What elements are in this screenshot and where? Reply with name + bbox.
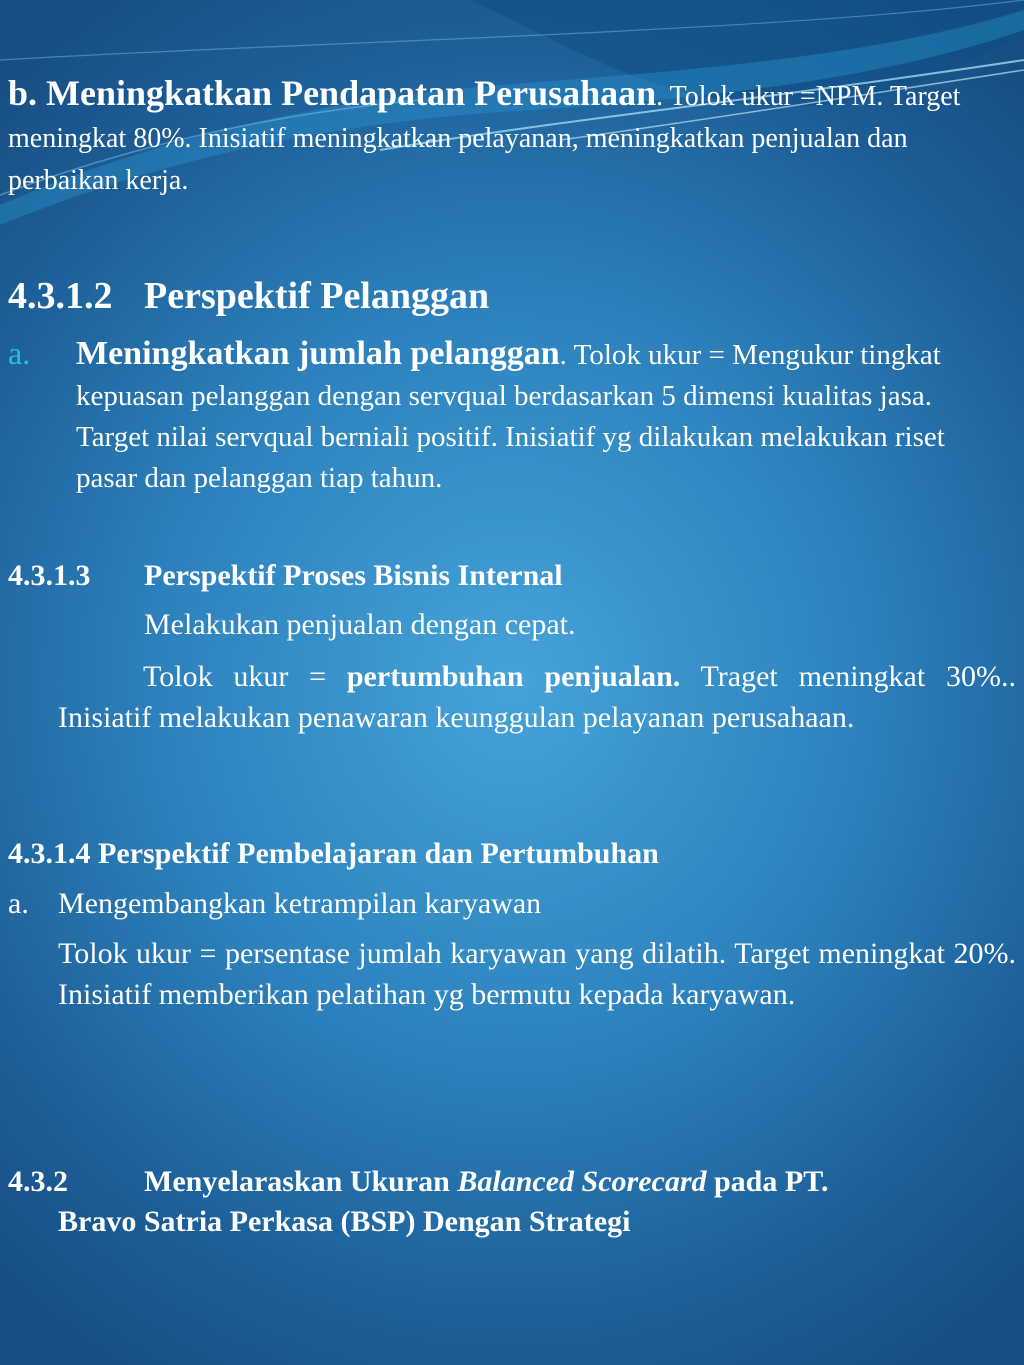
paragraph-bold-text: pertumbuhan penjualan. bbox=[346, 660, 681, 693]
heading-title: Perspektif Pelanggan bbox=[144, 275, 490, 317]
heading-number: 4.3.1.2 bbox=[8, 275, 113, 317]
list-item-text: . Tolok ukur = Mengukur tingkat kepuasan pelanggan dengan servqual berdasarkan 5 dimensi kualitas jasa. Target nilai servqual berniali positif. Inisiatif yg dilakukan melakukan riset pasar dan pelanggan tiap tahun. bbox=[76, 339, 945, 494]
heading-number: 4.3.2 bbox=[8, 1165, 68, 1198]
heading-4-3-1-3 bbox=[8, 557, 563, 595]
list-item-heading: Meningkatkan jumlah pelanggan bbox=[76, 335, 560, 372]
learning-growth-paragraph: Tolok ukur = persentase jumlah karyawan yang dilatih. Target meningkat 20%. Inisiatif memberikan pelatihan yg bermutu kepada karyawan. bbox=[58, 937, 1016, 1011]
internal-process-paragraph bbox=[58, 656, 1016, 738]
heading-italic-text: Balanced Scorecard bbox=[457, 1165, 707, 1198]
paragraph-text: Tolok ukur = bbox=[143, 660, 347, 693]
list-marker-a: a. bbox=[8, 887, 29, 920]
heading-number: 4.3.1.3 bbox=[8, 559, 91, 592]
section-b-heading: b. Meningkatkan Pendapatan Perusahaan bbox=[8, 73, 657, 113]
heading-line-2: Bravo Satria Perkasa (BSP) Dengan Strategi bbox=[58, 1205, 631, 1238]
heading-text: pada PT. bbox=[706, 1165, 829, 1198]
heading-title: Perspektif Proses Bisnis Internal bbox=[144, 559, 563, 592]
section-b-text: . Tolok ukur =NPM. Target meningkat 80%. Inisiatif meningkatkan pelayanan, meningkatkan penjualan dan perbaikan kerja. bbox=[8, 81, 961, 196]
section-b-paragraph bbox=[8, 72, 1008, 202]
heading-4-3-2 bbox=[8, 1162, 1008, 1242]
list-item-customers bbox=[76, 333, 1006, 499]
list-marker-a: a. bbox=[8, 335, 31, 371]
heading-text: Menyelaraskan Ukuran bbox=[144, 1165, 458, 1198]
internal-process-line: Melakukan penjualan dengan cepat. bbox=[144, 608, 576, 641]
heading-4-3-1-2 bbox=[8, 274, 1008, 318]
heading-4-3-1-4: 4.3.1.4 Perspektif Pembelajaran dan Pertumbuhan bbox=[8, 837, 659, 870]
paragraph-text: Traget meningkat 30%.. Inisiatif melakukan penawaran keunggulan pelayanan perusahaan. bbox=[58, 660, 1016, 734]
list-item-skills: Mengembangkan ketrampilan karyawan bbox=[58, 887, 542, 920]
